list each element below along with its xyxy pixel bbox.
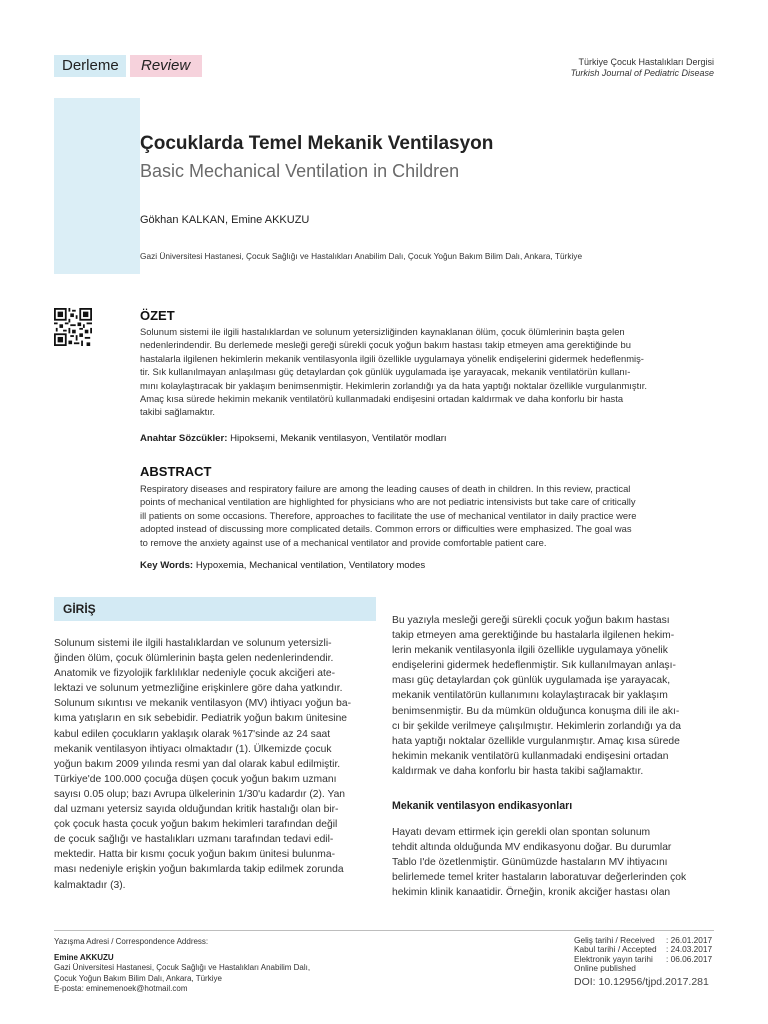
correspondence-caption: Yazışma Adresi / Correspondence Address:: [54, 937, 209, 946]
abstract-keywords: [140, 560, 425, 571]
text-line: belirlemede temel kriter hastaların laboratuvar değerlerinden çok: [392, 872, 687, 884]
text-line: çok çocuk hasta çocuk yoğun bakım hekimleri tarafından değil: [54, 819, 338, 831]
keywords-label: Key Words:: [140, 560, 194, 571]
text-line: hastalarla ilgilenen hekimlerin mekanik ventilasyonla ilgili özellikle uygulamaya yönelik endişelerini gidermek hedeflenmiş-: [140, 352, 644, 364]
article-title: Çocuklarda Temel Mekanik Ventilasyon: [140, 133, 494, 154]
journal-name: Türkiye Çocuk Hastalıkları Dergisi: [578, 57, 714, 67]
text-line: mekanik ventilatörün kullanımını kolaylaştıracak bir yaklaşım: [392, 690, 668, 702]
text-line: Tablo I'de özetlenmiştir. Günümüzde hastaların MV ihtiyacını: [392, 857, 668, 869]
publication-dates: [574, 936, 714, 987]
text-line: takibi sağlamaktır.: [140, 406, 216, 418]
text-line: ması nedeniyle erişkin yoğun bakımlarda takip edilmek zorunda: [54, 864, 344, 876]
date-value: [666, 964, 714, 973]
text-line: kabul edilen çocukların yaklaşık olarak %17'sinde az 24 saat: [54, 728, 331, 740]
ozet-heading: ÖZET: [140, 308, 175, 323]
giris-heading: GİRİŞ: [63, 602, 96, 616]
text-line: lektazi ve solunum yetmezliğine erişkinlere göre daha yatkındır.: [54, 683, 343, 695]
keywords-value: Hypoxemia, Mechanical ventilation, Ventilatory modes: [195, 560, 426, 571]
date-value: : 06.06.2017: [666, 953, 713, 964]
subsection-heading: Mekanik ventilasyon endikasyonları: [392, 800, 573, 812]
text-line: dal uzmanı yetersiz sayıda olduğundan kritik hastalığı olan bir-: [54, 804, 339, 816]
text-line: kıma yatışların en sık sebebidir. Pediatrik yoğun bakım ünitesine: [54, 713, 348, 725]
text-line: benimsenmiştir. Bu da mümkün olduğunca konuşma dili ile akı-: [392, 705, 680, 717]
text-line: Respiratory diseases and respiratory failure are among the leading causes of death in children. In this review, practical: [140, 483, 631, 494]
text-line: nedenlerindendir. Bu derlemede mesleği gereği sürekli çocuk yoğun bakım hastası takip etmeyen ama gerektiğinde bu: [140, 339, 631, 351]
text-line: hekimin mekanik ventilatörü kullanmadaki endişesini ortadan: [392, 750, 669, 762]
date-row: [574, 964, 714, 973]
article-type-tag: Derleme: [54, 55, 126, 77]
text-line: Solunum sistemi ile ilgili hastalıklardan ve solunum yetersizliğinden kaynaklanan ölüm, çocuk ölümlerinin başta gelen: [140, 326, 625, 337]
text-line: tehdit altında olduğunda MV endikasyonu doğar. Bu durumlar: [392, 842, 672, 854]
text-line: cı bir şekilde verilmeye çalışılmıştır. Hekimlerin zorlandığı ya da: [392, 720, 681, 732]
date-label: Online published: [574, 963, 636, 974]
text-line: points of mechanical ventilation are highlighted for physicians who are not pediatric intensivists but take care of critically: [140, 496, 636, 508]
correspondence-address: Gazi Üniversitesi Hastanesi, Çocuk Sağlığı ve Hastalıkları Anabilim Dalı,: [54, 963, 311, 973]
text-line: Hayatı devam ettirmek için gerekli olan spontan solunum: [392, 827, 651, 838]
text-line: Solunum sıkıntısı ve mekanik ventilasyon (MV) ihtiyacı yoğun ba-: [54, 698, 352, 710]
ozet-keywords: [140, 433, 447, 444]
text-line: ması güç detaylardan çok günlük uygulamada işe yarayacak,: [392, 675, 671, 687]
date-value: : 26.01.2017: [666, 935, 713, 945]
article-type-tag-en: Review: [130, 55, 202, 77]
text-line: hekimin klinik kanaatidir. Örneğin, kronik akciğer hastası olan: [392, 887, 671, 899]
affiliation: Gazi Üniversitesi Hastanesi, Çocuk Sağlığı ve Hastalıkları Anabilim Dalı, Çocuk Yoğun Bakım Bilim Dalı, Ankara, Türkiye: [140, 251, 583, 261]
text-line: tir. Sık kullanılmayan anlaşılması güç detaylardan çok günlük uygulamada işe yarayacak, mekanik ventilatörün kullanı-: [140, 366, 631, 378]
text-line: Solunum sistemi ile ilgili hastalıklardan ve solunum yetersizli-: [54, 638, 332, 649]
text-line: ill patients on some occasions. Therefore, approaches to facilitate the use of mechanical ventilator in daily practice were: [140, 509, 637, 521]
doi[interactable]: DOI: 10.12956/tjpd.2017.281: [574, 975, 709, 988]
ozet-body: [140, 325, 714, 419]
abstract-body: [140, 482, 714, 549]
text-line: kalmaktadır (3).: [54, 879, 126, 891]
footer-divider: [54, 930, 714, 931]
text-line: to remove the anxiety against use of a mechanical ventilator and provide comfortable patient care.: [140, 536, 547, 548]
date-label: Geliş tarihi / Received: [574, 935, 655, 945]
text-line: mektedir. Hatta bir kısmı çocuk yoğun bakım ünitesi bulunma-: [54, 849, 335, 861]
body-column-left: [54, 636, 376, 893]
keywords-value: Hipoksemi, Mekanik ventilasyon, Ventilatör modları: [230, 433, 447, 444]
qr-code-icon: [54, 308, 92, 346]
article-title-en: Basic Mechanical Ventilation in Children: [140, 161, 460, 181]
section-heading-bar: [54, 597, 376, 621]
text-line: Amaç kısa sürede hekimin mekanik ventilatörü kullanmadaki endişesini ortadan kaldırmak ve daha konforlu bir hasta: [140, 393, 624, 405]
text-line: hata yaptığı noktalar özellikle vurgulanmıştır. Amaç kısa sürede: [392, 735, 680, 747]
text-line: lerin mekanik ventilasyonla ilgili özellikle uygulamaya yönelik: [392, 645, 668, 657]
text-line: Anatomik ve fizyolojik farklılıklar nedeniyle çocuk akciğeri ate-: [54, 668, 335, 680]
correspondence-block: [54, 937, 310, 994]
text-line: ğinden ölüm, çocuk ölümlerinin başta gelen nedenlerindendir.: [54, 653, 334, 665]
title-accent-block: [54, 98, 140, 274]
correspondence-address: Çocuk Yoğun Bakım Bilim Dalı, Ankara, Türkiye: [54, 973, 222, 983]
body-column-right-continued: [392, 825, 714, 900]
text-line: de çocuk sağlığı ve hastalıkları uzmanı tarafından tedavi edil-: [54, 834, 334, 846]
correspondence-name: Emine AKKUZU: [54, 953, 114, 963]
keywords-label: Anahtar Sözcükler:: [140, 433, 228, 444]
journal-name-en: Turkish Journal of Pediatric Disease: [570, 68, 714, 78]
abstract-heading: ABSTRACT: [140, 464, 212, 479]
text-line: Türkiye'de 100.000 çocuğa düşen çocuk yoğun bakım uzmanı: [54, 773, 337, 785]
date-value: : 24.03.2017: [666, 944, 713, 955]
date-label: Kabul tarihi / Accepted: [574, 944, 657, 955]
text-line: yoğun bakım 2009 yılında resmi yan dal olarak kabul edilmiştir.: [54, 758, 341, 770]
text-line: mekanik ventilasyon ihtiyacı olmaktadır (1). Ülkemizde çocuk: [54, 743, 332, 755]
text-line: Bu yazıyla mesleği gereği sürekli çocuk yoğun bakım hastası: [392, 615, 670, 626]
text-line: mını kolaylaştıracak bir yaklaşım benimsenmiştir. Hekimlerin zorlandığı ya da hata yaptığı noktalar özellikle vurgulanmıştır.: [140, 379, 647, 391]
text-line: adopted instead of discussing more complicated details. Common errors or difficulties were emphasized. The goal was: [140, 523, 632, 535]
date-label: Elektronik yayın tarihi: [574, 953, 653, 964]
text-line: kaldırmak ve daha konforlu bir hasta takibi sağlamaktır.: [392, 765, 644, 777]
text-line: takip etmeyen ama gerektiğinde bu hastalarla ilgilenen hekim-: [392, 630, 675, 642]
correspondence-email[interactable]: E-posta: eminemenoek@hotmail.com: [54, 983, 188, 993]
text-line: endişelerini gidermek hedeflenmiştir. Sık kullanılmayan anlaşı-: [392, 660, 676, 672]
text-line: sayısı 0.05 olup; bazı Avrupa ülkelerinin 1/30'u kadardır (2). Yan: [54, 788, 346, 800]
body-column-right: [392, 613, 714, 779]
author-list: Gökhan KALKAN, Emine AKKUZU: [140, 214, 310, 226]
